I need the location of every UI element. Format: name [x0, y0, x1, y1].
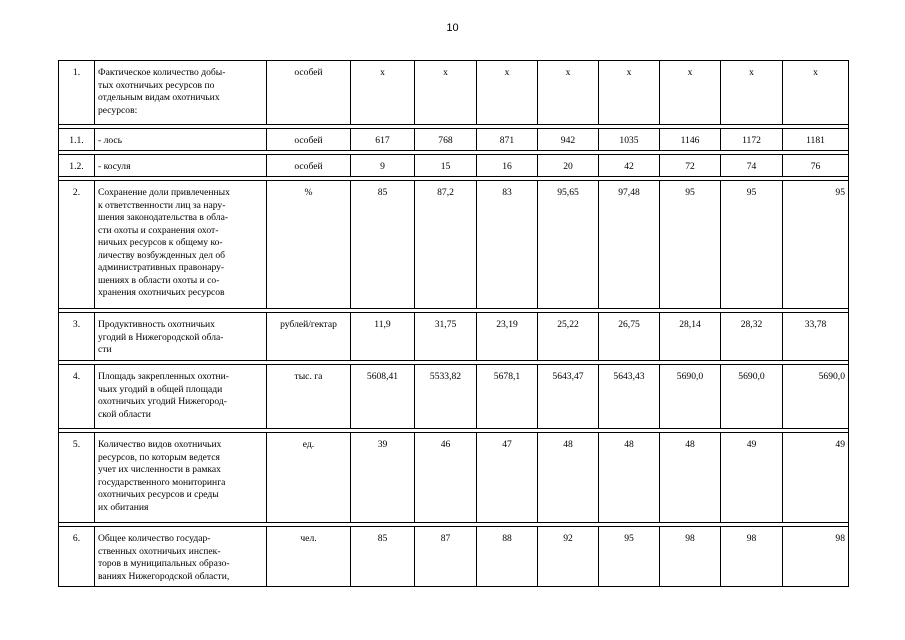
value-cell: 48	[599, 433, 660, 523]
unit-cell: особей	[267, 129, 351, 151]
value-cell: 5690,0	[783, 365, 849, 429]
indicator-name-line: ской области	[98, 408, 151, 420]
value-cell: 87,2	[415, 181, 477, 309]
value-cell: 16	[477, 155, 538, 177]
value-cell: х	[599, 61, 660, 125]
table-body	[59, 61, 849, 587]
table-row	[59, 433, 849, 523]
value-cell: 85	[351, 527, 415, 587]
value-cell: 1035	[599, 129, 660, 151]
value-cell: 5643,47	[538, 365, 599, 429]
value-cell: х	[351, 61, 415, 125]
indicator-name-cell	[95, 433, 267, 523]
unit-cell: ед.	[267, 433, 351, 523]
indicator-name-cell	[95, 313, 267, 361]
value-cell: 768	[415, 129, 477, 151]
indicator-name-line: их обитания	[98, 501, 149, 513]
value-cell: 31,75	[415, 313, 477, 361]
value-cell: 9	[351, 155, 415, 177]
indicator-name-line: ничьих ресурсов к общему ко-	[98, 237, 223, 248]
value-cell: 5690,0	[660, 365, 721, 429]
indicator-name-line: Сохранение доли привлеченных	[98, 187, 230, 198]
value-cell: 28,14	[660, 313, 721, 361]
value-cell: х	[721, 61, 783, 125]
value-cell: 49	[721, 433, 783, 523]
indicator-name-cell	[95, 129, 267, 151]
value-cell: 617	[351, 129, 415, 151]
value-cell: 48	[660, 433, 721, 523]
value-cell: 5678,1	[477, 365, 538, 429]
table-row	[59, 527, 849, 587]
indicator-name-line: Количество видов охотничьих	[98, 439, 222, 450]
value-cell: 42	[599, 155, 660, 177]
value-cell: 95	[599, 527, 660, 587]
row-number-cell: 1.	[59, 61, 95, 125]
indicator-name-line: шения законодательства в обла-	[98, 212, 229, 223]
value-cell: х	[783, 61, 849, 125]
value-cell: 5533,82	[415, 365, 477, 429]
indicator-name-line: хранения охотничьих ресурсов	[98, 287, 225, 298]
value-cell: 98	[660, 527, 721, 587]
unit-cell: особей	[267, 155, 351, 177]
value-cell: 95	[783, 181, 849, 309]
value-cell: х	[477, 61, 538, 125]
indicator-name-line: государственного мониторинга	[98, 476, 226, 488]
indicator-name-line: сти	[98, 344, 112, 355]
value-cell: 98	[783, 527, 849, 587]
page-number: 10	[446, 22, 459, 34]
indicator-name-line: чьих угодий в общей площади	[98, 383, 223, 395]
value-cell: 28,32	[721, 313, 783, 361]
value-cell: 25,22	[538, 313, 599, 361]
value-cell: 76	[783, 155, 849, 177]
value-cell: 1146	[660, 129, 721, 151]
value-cell: 95	[660, 181, 721, 309]
indicator-name-line: ресурсов:	[98, 104, 138, 116]
value-cell: 1172	[721, 129, 783, 151]
indicator-name-line: учет их численности в рамках	[98, 464, 221, 475]
value-cell: 11,9	[351, 313, 415, 361]
unit-cell: рублей/гектар	[267, 313, 351, 361]
value-cell: 95	[721, 181, 783, 309]
value-cell: 47	[477, 433, 538, 523]
value-cell: 5608,41	[351, 365, 415, 429]
value-cell: 1181	[783, 129, 849, 151]
indicator-name-line: сти охоты и сохранения охот-	[98, 224, 219, 236]
table-row	[59, 155, 849, 177]
unit-cell: тыс. га	[267, 365, 351, 429]
indicator-name-line: - лось	[98, 135, 123, 146]
indicators-table	[58, 60, 849, 587]
value-cell: 5690,0	[721, 365, 783, 429]
value-cell: 83	[477, 181, 538, 309]
value-cell: 15	[415, 155, 477, 177]
indicator-name-line: тых охотничьих ресурсов по	[98, 79, 215, 91]
value-cell: 5643,43	[599, 365, 660, 429]
indicator-name-line: личеству возбужденных дел об	[98, 249, 226, 261]
indicator-name-cell	[95, 181, 267, 309]
value-cell: х	[415, 61, 477, 125]
indicator-name-line: Фактическое количество добы-	[98, 67, 226, 78]
indicator-name-line: отдельным видам охотничьих	[98, 92, 220, 103]
indicator-name-line: - косуля	[98, 161, 131, 172]
unit-cell: чел.	[267, 527, 351, 587]
value-cell: 871	[477, 129, 538, 151]
value-cell: 74	[721, 155, 783, 177]
value-cell: 92	[538, 527, 599, 587]
row-number-cell: 2.	[59, 181, 95, 309]
table-row	[59, 313, 849, 361]
indicator-name-line: охотничьих угодий Нижегород-	[98, 396, 227, 407]
value-cell: 88	[477, 527, 538, 587]
row-number-cell: 5.	[59, 433, 95, 523]
indicator-name-line: ваниях Нижегородской области,	[98, 570, 230, 582]
unit-cell: особей	[267, 61, 351, 125]
indicator-name-cell	[95, 527, 267, 587]
value-cell: 20	[538, 155, 599, 177]
value-cell: 98	[721, 527, 783, 587]
value-cell: 942	[538, 129, 599, 151]
value-cell: 48	[538, 433, 599, 523]
indicator-name-line: административных правонару-	[98, 262, 225, 273]
value-cell: 72	[660, 155, 721, 177]
indicator-name-line: торов в муниципальных образо-	[98, 558, 230, 569]
value-cell: х	[660, 61, 721, 125]
indicator-name-cell	[95, 61, 267, 125]
indicator-name-line: шениях в области охоты и со-	[98, 274, 220, 286]
indicator-name-line: угодий в Нижегородской обла-	[98, 331, 224, 343]
row-number-cell: 1.1.	[59, 129, 95, 151]
indicator-name-line: ственных охотничьих инспек-	[98, 545, 221, 557]
value-cell: 23,19	[477, 313, 538, 361]
indicator-name-cell	[95, 155, 267, 177]
value-cell: х	[538, 61, 599, 125]
value-cell: 95,65	[538, 181, 599, 309]
value-cell: 85	[351, 181, 415, 309]
row-number-cell: 3.	[59, 313, 95, 361]
indicator-name-line: охотничьих ресурсов и среды	[98, 489, 219, 500]
indicator-name-line: ресурсов, по которым ведется	[98, 451, 220, 463]
value-cell: 97,48	[599, 181, 660, 309]
row-number-cell: 6.	[59, 527, 95, 587]
value-cell: 87	[415, 527, 477, 587]
unit-cell: %	[267, 181, 351, 309]
table-row	[59, 61, 849, 125]
value-cell: 39	[351, 433, 415, 523]
value-cell: 33,78	[783, 313, 849, 361]
row-number-cell: 4.	[59, 365, 95, 429]
indicator-name-cell	[95, 365, 267, 429]
table-row	[59, 365, 849, 429]
indicator-name-line: к ответственности лиц за нару-	[98, 199, 226, 211]
row-number-cell: 1.2.	[59, 155, 95, 177]
indicator-name-line: Общее количество государ-	[98, 533, 211, 544]
value-cell: 26,75	[599, 313, 660, 361]
indicator-name-line: Продуктивность охотничьих	[98, 319, 215, 330]
table-row	[59, 129, 849, 151]
indicator-name-line: Площадь закрепленных охотни-	[98, 371, 229, 382]
value-cell: 46	[415, 433, 477, 523]
table-row	[59, 181, 849, 309]
value-cell: 49	[783, 433, 849, 523]
